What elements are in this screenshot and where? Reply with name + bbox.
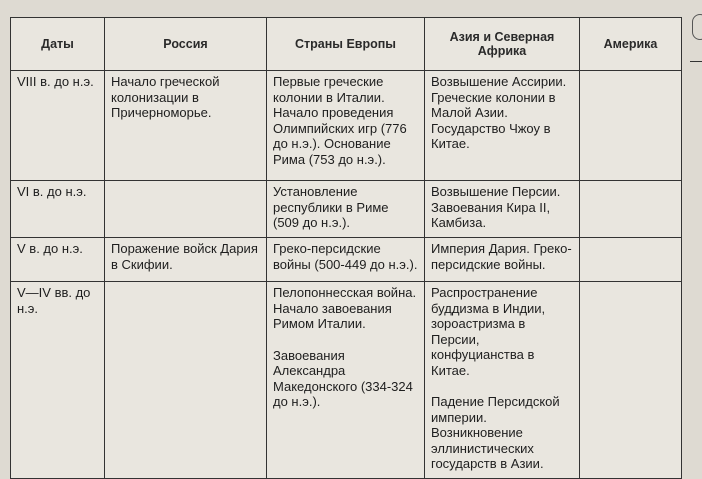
cell-russia: Поражение войск Дария в Скифии.: [105, 238, 267, 282]
cell-text: Империя Дария. Греко-персидские войны.: [431, 241, 572, 272]
cell-europe: [267, 181, 425, 238]
cell-date: V в. до н.э.: [11, 238, 105, 282]
cell-america: [580, 282, 682, 479]
cell-date: V—IV вв. до н.э.: [11, 282, 105, 479]
cell-america: [580, 71, 682, 181]
page-edge-curve: [692, 14, 702, 40]
page-edge-mark: [690, 61, 702, 62]
header-europe: Страны Европы: [267, 18, 425, 71]
cell-text: Распространение буддизма в Индии, зороастризма в Персии, конфуцианства в Китае.: [431, 285, 546, 378]
cell-russia: [105, 181, 267, 238]
cell-text: Пелопоннесская война. Начало завоевания Римом Италии.: [273, 285, 417, 331]
cell-asia: [425, 71, 580, 181]
cell-russia: Начало греческой колонизации в Причерноморье.: [105, 71, 267, 181]
cell-date: VIII в. до н.э.: [11, 71, 105, 181]
header-america: Америка: [580, 18, 682, 71]
table-row: [11, 181, 682, 238]
cell-text: Возвышение Персии. Завоевания Кира II, Камбиза.: [431, 184, 561, 230]
header-russia: Россия: [105, 18, 267, 71]
table-row: [11, 238, 682, 282]
table-row: [11, 282, 682, 479]
cell-europe: [267, 282, 425, 479]
header-dates: Даты: [11, 18, 105, 71]
cell-asia: [425, 238, 580, 282]
cell-america: [580, 181, 682, 238]
header-asia-africa: Азия и Северная Африка: [425, 18, 580, 71]
cell-text: Первые греческие колонии в Италии. Начало проведения Олимпийских игр (776 до н.э.). Основание Рима (753 до н.э.).: [273, 74, 407, 167]
cell-asia: [425, 282, 580, 479]
header-row: [11, 18, 682, 71]
cell-america: [580, 238, 682, 282]
cell-russia: [105, 282, 267, 479]
cell-text: Греко-персидские войны (500-449 до н.э.).: [273, 241, 418, 272]
cell-text: Падение Персидской империи. Возникновение эллинистических государств в Азии.: [431, 394, 560, 471]
cell-text: Завоевания Александра Македонского (334-324 до н.э.).: [273, 347, 413, 409]
cell-text: Установление республики в Риме (509 до н.э.).: [273, 184, 389, 230]
table-row: [11, 71, 682, 181]
cell-date: VI в. до н.э.: [11, 181, 105, 238]
cell-europe: [267, 71, 425, 181]
cell-text: Возвышение Ассирии. Греческие колонии в Малой Азии. Государство Чжоу в Китае.: [431, 74, 567, 151]
cell-asia: [425, 181, 580, 238]
history-table: [10, 17, 682, 479]
cell-europe: [267, 238, 425, 282]
